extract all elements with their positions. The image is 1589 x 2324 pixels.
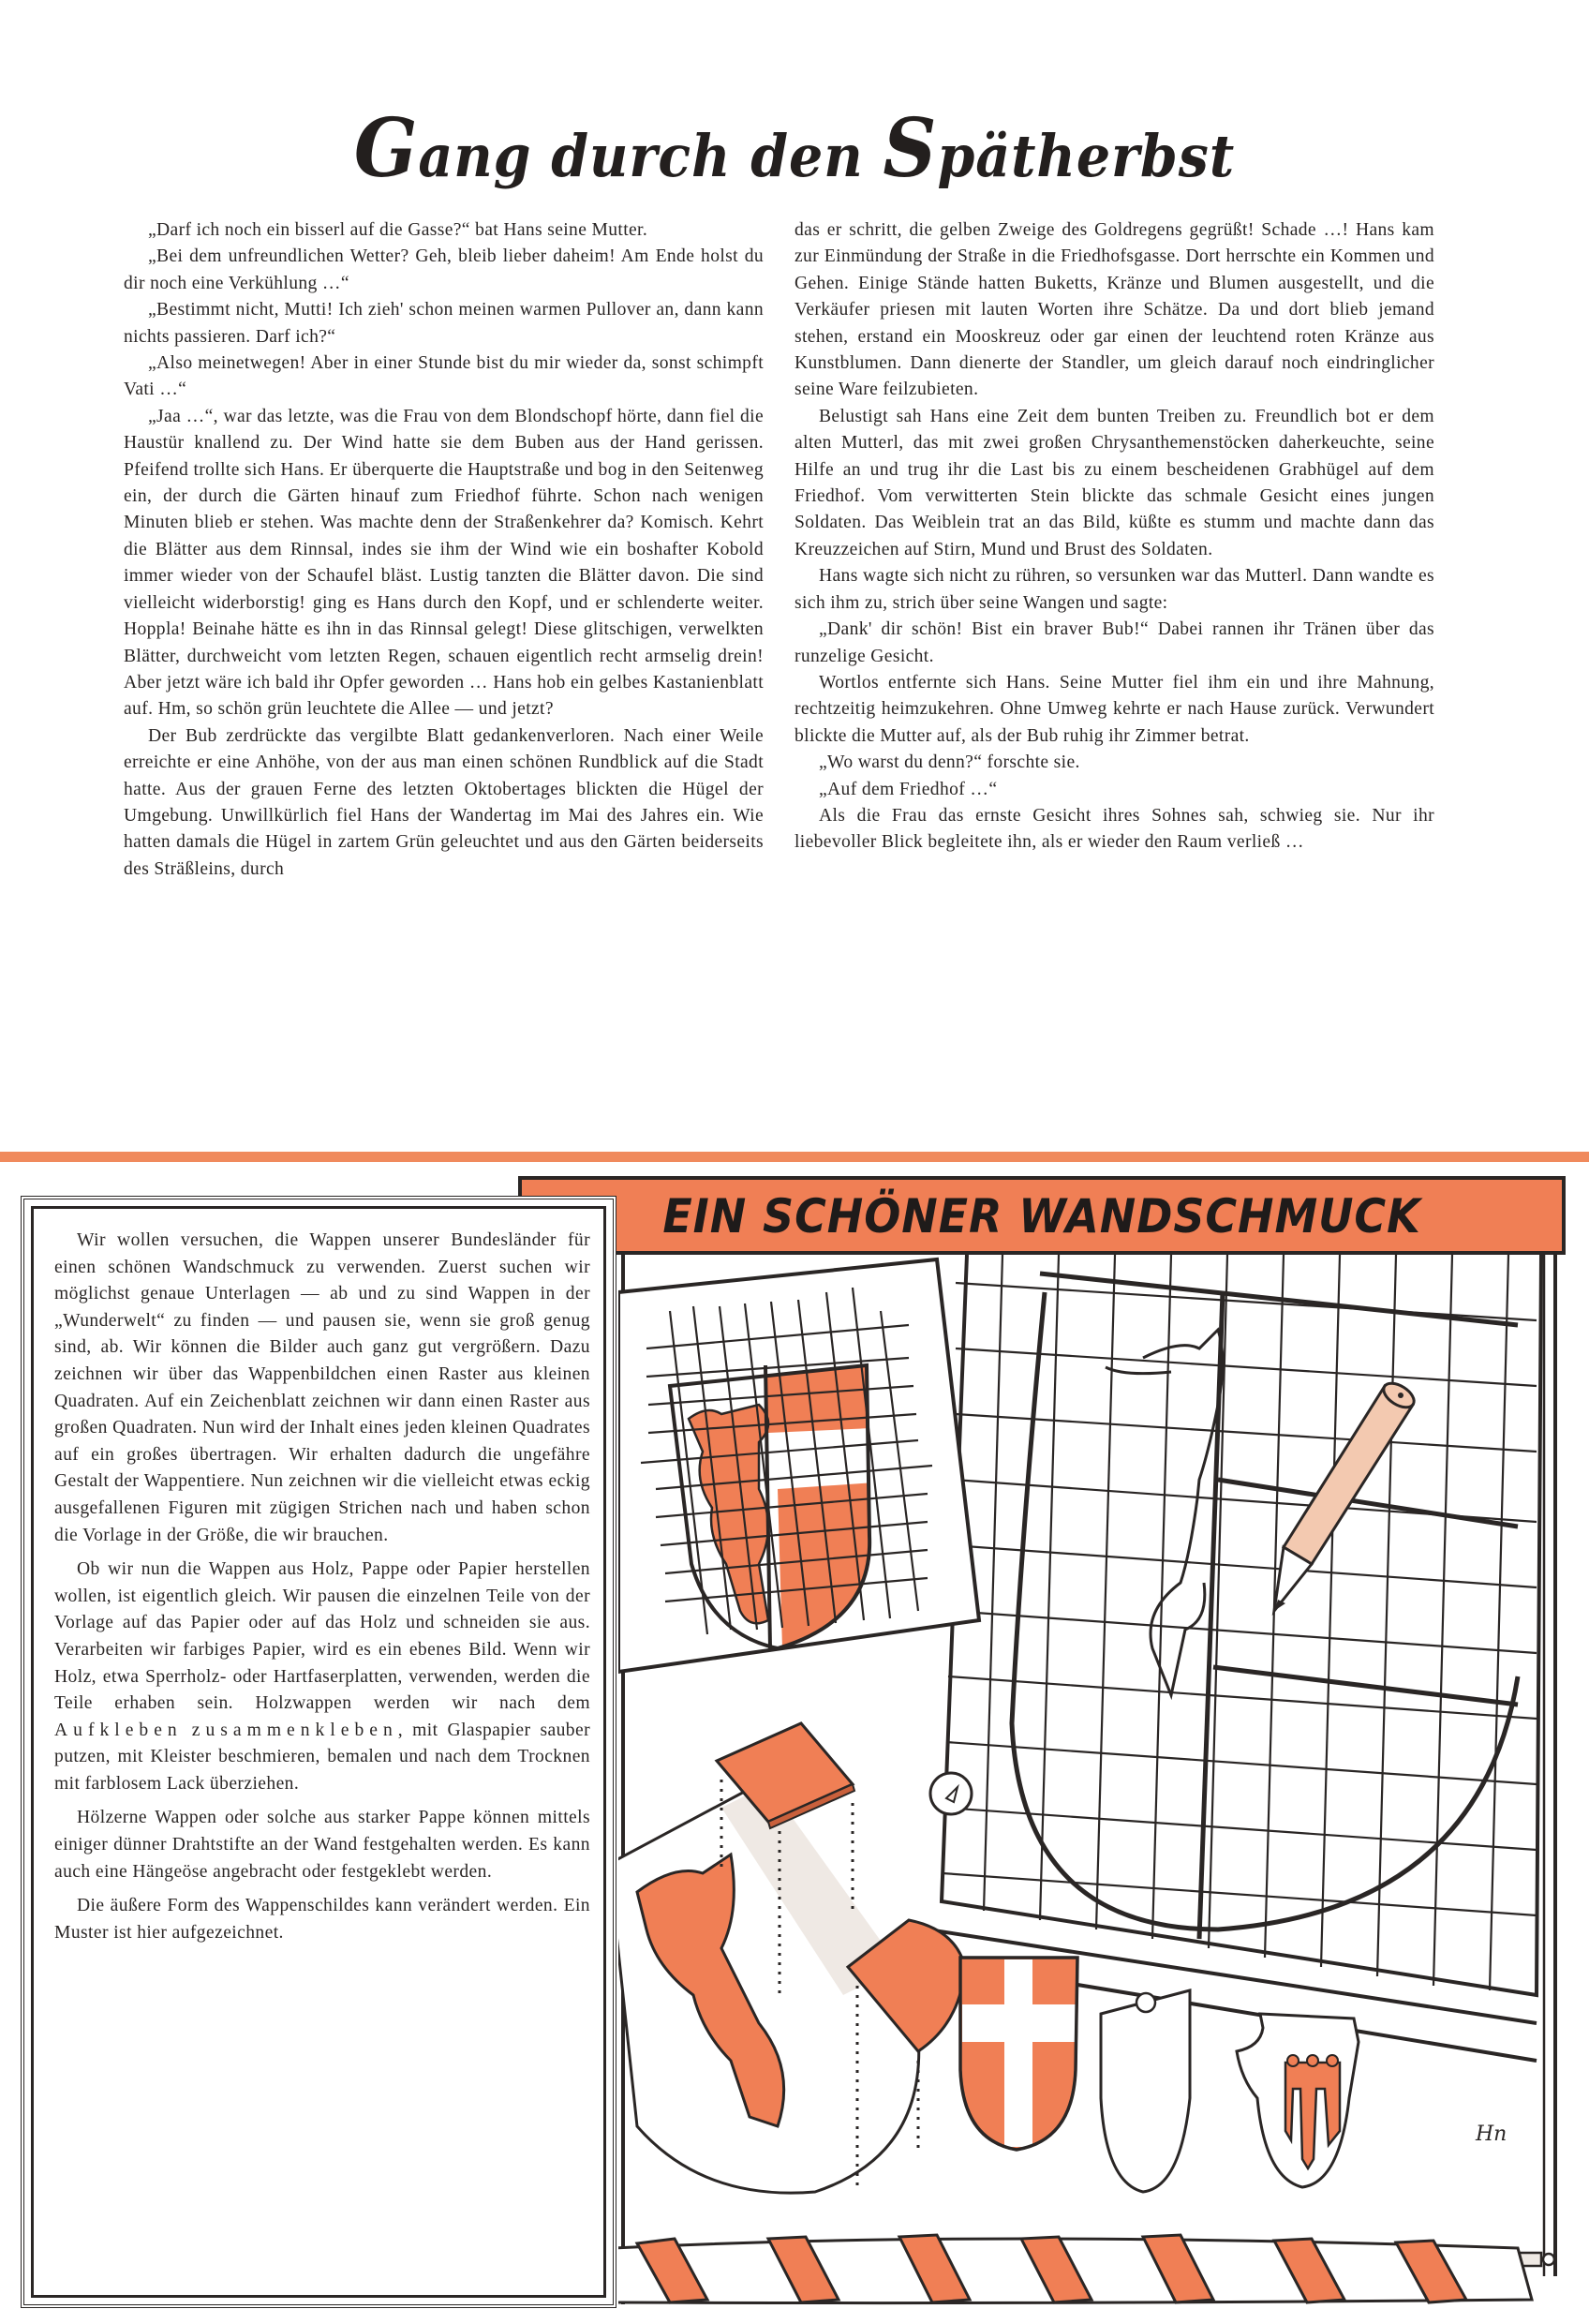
- spaced-word: zusammenkleben: [191, 1720, 398, 1740]
- paragraph: „Wo warst du denn?“ forschte sie.: [819, 752, 1080, 773]
- vorarlberg-shield: [1237, 2014, 1359, 2187]
- artist-signature: Hn: [1476, 2123, 1507, 2146]
- craft-banner: [518, 1176, 1566, 1255]
- vienna-shield: [960, 1958, 1077, 2150]
- relief-shield: [618, 1723, 965, 2193]
- story-title: [64, 101, 1525, 196]
- paragraph: „Auf dem Friedhof …“: [819, 779, 998, 799]
- paragraph: Belustigt sah Hans eine Zeit dem bunten Treiben zu. Freundlich bot er dem alten Mutterl, das mit zwei großen Chrysanthemenstöcken daherkeuchte, seine Hilfe an und trug ihr die Last bis zu einem bescheidenen Grabhügel auf dem Friedhof. Vom verwitterten Stein blickte das schmale Gesicht eines jungen Soldaten. Das Weiblein trat an das Bild, küßte es stumm und machte dann das Kreuzzeichen auf Stirn, Mund und Brust des Soldaten.: [794, 406, 1434, 559]
- paragraph: Die äußere Form des Wappenschildes kann verändert werden. Ein Muster ist hier aufgezeichnet.: [54, 1896, 590, 1943]
- coat-of-arms-illustration: [618, 1255, 1565, 2309]
- story-column-right: [794, 217, 1434, 857]
- title-initial-s: S: [883, 101, 938, 196]
- paragraph: Hölzerne Wappen oder solche aus starker Pappe können mittels einiger dünner Drahtstifte an der Wand festgehalten werden. Es kann auch eine Hängeöse angebracht oder festgeklebt werden.: [54, 1808, 590, 1882]
- spaced-word: Aufkleben: [54, 1720, 183, 1740]
- pin-icon: [930, 1773, 972, 1814]
- title-initial-g: G: [353, 101, 419, 196]
- large-grid-paper: [913, 1255, 1541, 2061]
- title-text-1: ang durch den: [418, 122, 884, 190]
- title-text-2: pätherbst: [937, 122, 1236, 190]
- instructions-text: [54, 1228, 590, 1954]
- paragraph: „Jaa …“, war das letzte, was die Frau von dem Blondschopf hörte, dann fiel die Haustür knallend zu. Der Wind hatte sie dem Buben aus der Hand gerissen. Pfeifend trollte sich Hans. Er überquerte die Hauptstraße und bog in den Seitenweg ein, der durch die Gärten hinauf zum Friedhof führte. Schon nach wenigen Minuten blieb er stehen. Was machte denn der Straßenkehrer da? Komisch. Kehrt die Blätter aus dem Rinnsal, indes sie ihm der Wind wie ein boshafter Kobold immer wieder von der Schaufel bläst. Lustig tanzten die Blätter davon. Die sind vielleicht widerborstig! ging es Hans durch den Kopf, und er schlenderte weiter. Hoppla! Beinahe hätte es ihn in das Rinnsal gelegt! Diese glitschigen, verwelkten Blätter, durchweicht vom letzten Regen, schauen eigentlich recht armselig drein! Aber jetzt wäre ich bald ihr Opfer geworden … Hans hob ein gelbes Kastanienblatt auf. Hm, so schön grün leuchtete die Allee — und jetzt?: [124, 406, 764, 720]
- paragraph: Wir wollen versuchen, die Wappen unserer Bundesländer für einen schönen Wandschmuck zu verwenden. Zuerst suchen wir möglichst genaue Unterlagen — ab und zu sind Wappen in der „Wunderwelt“ zu finden — und pausen sie, wenn sie groß genug sind, ab. Wir können die Bilder auch ganz gut vergrößern. Dazu zeichnen wir über das Wappenbildchen einen Raster aus kleinen Quadraten. Auf ein Zeichenblatt zeichnen wir dann einen Raster aus großen Quadraten. Nun wird der Inhalt eines jeden kleinen Quadrates auf ein großes übertragen. Wir erhalten dadurch die ungefähre Gestalt der Wappentiere. Nun zeichnen wir die vielleicht etwas eckig ausgefallenen Figuren mit zügigen Strichen nach und haben schon die Vorlage in der Größe, die wir brauchen.: [54, 1230, 590, 1545]
- blank-shield-with-hanger: [1101, 1990, 1190, 2192]
- paragraph: [54, 1557, 590, 1797]
- paragraph: „Also meinetwegen! Aber in einer Stunde bist du mir wieder da, sonst schimpft Vati …“: [124, 353, 764, 400]
- small-grid-paper: [618, 1255, 993, 1723]
- paragraph-text: Ob wir nun die Wappen aus Holz, Pappe oder Papier herstellen wollen, ist eigentlich gleich. Wir pausen die einzelnen Teile von der Vorlage auf das Papier oder auf das Holz und schneiden sie aus. Verarbeiten wir farbiges Papier, wird es ein ebenes Bild. Wenn wir Holz, etwa Sperrholz- oder Hartfaserplatten, verwenden, werden die Teile erhaben sein. Holzwappen werden wir nach dem: [54, 1559, 590, 1714]
- paragraph: Der Bub zerdrückte das vergilbte Blatt gedankenverloren. Nach einer Weile erreichte er eine Anhöhe, von der aus man einen schönen Rundblick auf die Stadt hatte. Aus der grauen Ferne des letzten Oktobertages blickten die Hügel der Umgebung. Unwillkürlich fiel Hans der Wandertag im Mai des Jahres ein. Wie hatten damals die Hügel in zartem Grün geleuchtet und aus den Gärten beiderseits des Sträßleins, durch: [124, 725, 764, 879]
- paragraph: Wortlos entfernte sich Hans. Seine Mutter fiel ihm ein und ihre Mahnung, rechtzeitig heimzukehren. Ohne Umweg kehrte er nach Hause zurück. Verwundert blickte die Mutter auf, als der Bub ruhig ihr Zimmer betrat.: [794, 672, 1434, 746]
- paragraph: Als die Frau das ernste Gesicht ihres Sohnes sah, schwieg sie. Nur ihr liebevoller Blick begleitete ihn, als er wieder den Raum verließ …: [794, 805, 1434, 853]
- orange-divider-rule: [0, 1152, 1589, 1162]
- paragraph: Hans wagte sich nicht zu rühren, so versunken war das Mutterl. Dann wandte es sich ihm zu, strich über seine Wangen und sagte:: [794, 566, 1434, 613]
- pencil-icon: [1274, 1378, 1418, 1611]
- paragraph: „Bestimmt nicht, Mutti! Ich zieh' schon meinen warmen Pullover an, dann kann nichts passieren. Darf ich?“: [124, 300, 764, 347]
- paragraph-continuation: das er schritt, die gelben Zweige des Goldregens gegrüßt! Schade …! Hans kam zur Einmündung der Straße in die Friedhofsgasse. Dort herrschte ein Kommen und Gehen. Einige Stände hatten Buketts, Kränze und Blumen ausgestellt, und die Verkäufer priesen mit lauten Worten ihre Schätze. Da und dort blieb jemand stehen, erstand ein Mooskreuz oder gar einen der leuchtend roten Kränze aus Kunstblumen. Dann dienerte der Standler, um gleich darauf noch eindringlicher seine Ware feilzubieten.: [794, 220, 1434, 400]
- paragraph: „Dank' dir schön! Bist ein braver Bub!“ Dabei rannen ihr Tränen über das runzelige Gesicht.: [794, 619, 1434, 666]
- story-column-left: [124, 217, 764, 883]
- paragraph: „Darf ich noch ein bisserl auf die Gasse?“ bat Hans seine Mutter.: [148, 220, 648, 240]
- craft-title: EIN SCHÖNER WANDSCHMUCK: [662, 1189, 1421, 1244]
- paragraph-text: , mit Glaspapier sauber putzen, mit Kleister beschmieren, bemalen und nach dem Trocknen mit farblosem Lack überziehen.: [54, 1720, 590, 1794]
- paragraph: „Bei dem unfreundlichen Wetter? Geh, bleib lieber daheim! Am Ende holst du dir noch eine Verkühlung …“: [124, 246, 764, 293]
- striped-rod: [618, 2235, 1554, 2303]
